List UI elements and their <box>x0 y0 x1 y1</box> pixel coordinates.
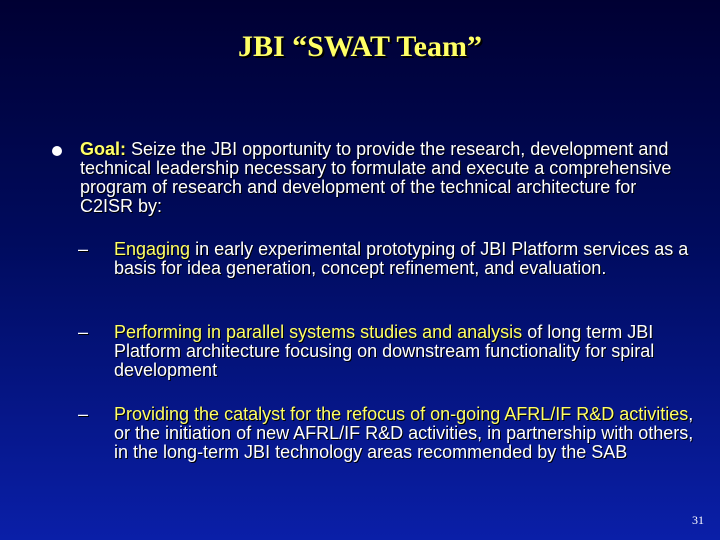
sub-bullet-highlight: Performing in parallel systems studies and analysis <box>114 322 523 342</box>
slide-title: JBI “SWAT Team” <box>238 30 482 63</box>
dash-icon: – <box>78 239 89 259</box>
bullet-dot-icon <box>52 146 62 156</box>
dash-icon: – <box>78 404 89 424</box>
sub-bullet-highlight: Engaging <box>114 239 191 259</box>
sub-bullet-text <box>114 323 698 380</box>
sub-bullet-engaging <box>78 240 698 278</box>
goal-label: Goal: <box>80 139 127 159</box>
sub-bullet-body: in early experimental prototyping of JBI Platform services as a basis for idea generation, concept refinement, and evaluation. <box>114 239 689 278</box>
page-number: 31 <box>692 513 704 527</box>
sub-bullet-performing <box>78 323 698 380</box>
sub-bullet-text <box>114 405 698 462</box>
goal-bullet <box>52 140 692 216</box>
goal-paragraph <box>80 140 692 216</box>
goal-text: Seize the JBI opportunity to provide the research, development and technical leadership necessary to formulate and execute a comprehensive program of research and development of the technical architecture for C2ISR by: <box>80 139 672 216</box>
sub-bullet-body: , or the initiation of new AFRL/IF R&D activities, in partnership with others, in the long-term JBI technology areas recommended by the SAB <box>114 404 694 462</box>
dash-icon: – <box>78 322 89 342</box>
sub-bullet-body: of long term JBI Platform architecture focusing on downstream functionality for spiral development <box>114 322 655 380</box>
sub-bullet-text <box>114 240 698 278</box>
sub-bullet-providing <box>78 405 698 462</box>
sub-bullet-highlight: Providing the catalyst for the refocus of on-going AFRL/IF R&D activities <box>114 404 689 424</box>
